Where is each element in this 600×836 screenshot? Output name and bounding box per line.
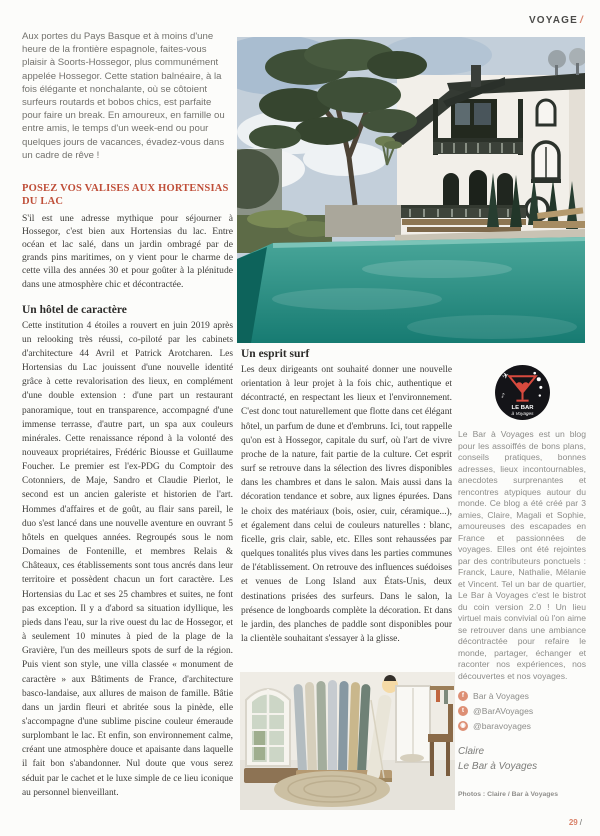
surfboards-photo [240, 672, 455, 810]
middle-column [241, 348, 452, 670]
blog-description: Le Bar à Voyages est un blog pour les assoiffés de bons plans, conseils pratiques, bonnes adresses, lieux incontournables, anecdotes surprenantes et rencontres atypiques autour du monde. Ce blog a été créé par 3 amies, Claire, Magali et Sophie, amoureuses des escapades en France et passionnées de voyages. Elles ont été rejointes par des contributeurs ponctuels : Franck, Laure, Nathalie, Mélanie et Vincent. Tel un bar de quartier, Le Bar à Voyages c'est le bistrot du coin version 2.0 ! Un lieu virtuel mais convivial où l'on aime se retrouver dans une ambiance décontractée pour refaire le monde, partager, échanger et raconter nos expériences, nos découvertes et nos voyages. [458, 429, 586, 681]
heading-esprit-surf: Un esprit surf [241, 348, 310, 360]
hortensias-paragraph: S'il est une adresse mythique pour séjourner à Hossegor, c'est bien aux Hortensias du lac. Entre océan et lac salé, dans un jardin ombragé par de grands pins maritimes, on y vient pour le charme de cette villa des années 30 et pour goûter à la plénitude dans une atmosphère chic et décontractée. [22, 213, 233, 290]
page-number [569, 818, 582, 827]
page-number-slash: / [579, 818, 582, 827]
logo-line2: à Voyages [511, 410, 533, 416]
instagram-handle: @baravoyages [473, 721, 531, 731]
heading-hotel-caractere: Un hôtel de caractère [22, 303, 127, 316]
blog-sidebar [458, 364, 586, 798]
bar-a-voyages-logo [494, 364, 551, 421]
author-blog-name: Le Bar à Voyages [458, 761, 538, 772]
heading-hortensias: POSEZ VOS VALISES AUX HORTENSIAS DU LAC [22, 183, 229, 207]
page-number-value: 29 [568, 818, 578, 827]
airplane-icon: ✈ [500, 369, 510, 382]
left-column [22, 30, 233, 810]
author-signature: Claire [458, 746, 485, 757]
section-header-label: VOYAGE [528, 15, 579, 26]
social-instagram [458, 721, 586, 731]
logo-line1: LE BAR [511, 404, 533, 411]
twitter-icon: t [458, 706, 468, 716]
intro-paragraph: Aux portes du Pays Basque et à moins d'une heure de la frontière espagnole, faites-vous plaisir à Soorts-Hossegor, plus communément appelée Hossegor. Cette station balnéaire, à la fois élégante et nonchalante, où se côtoient surfeurs routards et bobos chics, est parfaite pour faire un break. En amoureux, en famille ou entre amis, le temps d'un week-end ou pour quelques jours de vacances, évadez-vous dans un cadre de rêve ! [22, 31, 225, 161]
facebook-handle: Bar à Voyages [473, 691, 529, 701]
instagram-icon: ◉ [458, 721, 468, 731]
music-note-icon: ♪ [500, 392, 505, 400]
section-header [529, 15, 584, 26]
hotel-pool-photo [237, 37, 585, 343]
photo-credit: Photos : Claire / Bar à Voyages [458, 791, 558, 798]
section-header-slash: / [580, 15, 584, 26]
social-facebook [458, 691, 586, 701]
esprit-surf-paragraph: Les deux dirigeants ont souhaité donner une nouvelle orientation à leur projet à la fois chic, authentique et décontracté, en respectant les lieux et l'environnement. C'est donc tout naturellement que flotte dans cet élégant hôtel, un parfum de dune et d'embruns. Ici, tout rappelle qu'on est à Hossegor, capitale du surf, où l'art de vivre proche de la nature, fait partie de la culture. Cet esprit surf se retrouve dans la sélection des livres disponibles dans les chambres et dans le salon. Mais aussi dans la décoration tendance et sobre, aux lignes épurées. Dans le choix des matériaux (bois, osier, cuir, céramique...), et également dans celui de couleurs naturelles : blanc, ficelle, gris clair, sable, etc. Elles sont rehaussées par quelques tonalités plus vives dans les parties communes de l'établissement. On retrouve des influences suédoises et venues de Long Island aux États-Unis, deux destinations prisées des surfeurs. Dans le salon, la présence de longboards complète la décoration. Et dans le jardin, des planches de paddle sont disponibles pour la clientèle souhaitant s'essayer à la glisse. [241, 365, 452, 644]
hotel-caractere-paragraph: Cette institution 4 étoiles a rouvert en juin 2019 après un relooking très réussi, co-piloté par les cabinets d'architecture 44 Avril et Patrick Arotcharen. Les Hortensias du Lac jouissent d'une nouvelle identité grâce à cette revalorisation des lieux, en complément d'une double extension : d'une part un restaurant panoramique, tout en transparence, accompagné d'une immense terrasse, d'autre part, un spa aux couleurs minérales. Cette renaissance répond à la volonté des nouveaux propriétaires, Frédéric Biousse et Guillaume Foucher. Le premier est l'ex-PDG du Comptoir des Cotonniers, de Maje, Sandro et Claudie Pierlot, le second est un ancien galeriste et historien de l'art. Hommes d'affaires et de goût, au flair sans pareil, le duo s'est lancé dans une nouvelle aventure en ouvrant 5 hôtels en quelques années. Regroupés sous le nom Domaines de Fontenille, et membres Relais & Châteaux, ces établissements sont tous ancrés dans leur territoire et possèdent chacun un fort caractère. Les Hortensias du Lac et ses 25 chambres et suites, ne font pas exception. Il y a d'abord sa situation idyllique, les pieds dans l'eau, sur la rive ouest du lac de Hossegor, et à seulement 10 minutes à pied de la plage de la Gravière, l'un des meilleurs spots de surf de la région. Puis vient son style, une villa classée « monument de caractère » aux Bâtiments de France, d'architecture basco-landaise, aux allures de maison de famille. Bâtie dans un jardin fleuri et abritée sous la pinède, elle s'accompagne d'une sublime piscine couleur émeraude surplombant le lac. Et enfin, son environnement calme, créant une atmosphère douce et apaisante dans laquelle il fait bon s'abandonner. Nul doute que vous serez séduit par le cachet et le luxe simple de ce lieu iconique au personnel bienveillant. [22, 320, 233, 798]
twitter-handle: @BarAVoyages [473, 706, 534, 716]
social-links [458, 691, 586, 731]
facebook-icon: f [458, 691, 468, 701]
social-twitter [458, 706, 586, 716]
